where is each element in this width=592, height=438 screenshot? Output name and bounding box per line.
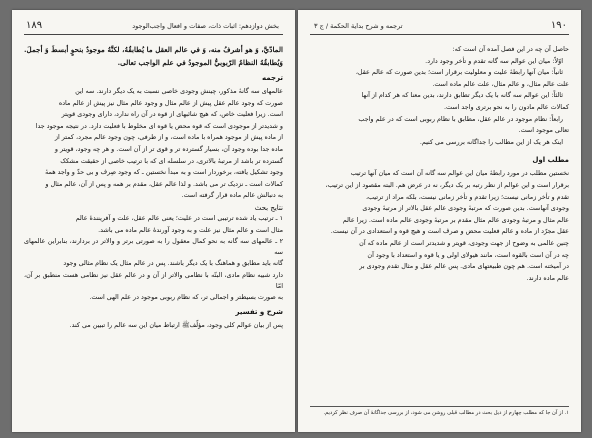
section-heading: شرح و تفسیر (235, 307, 283, 316)
text-line: صورت که وجود عالم عقل پیش از عالم مثال و وجود عالم مثال نیز پیش از عالم ماده (58, 98, 283, 107)
text-line: تقدم و تأخر زمانی نیست؛ زیرا تقدم و تأخر زمانی نیست، بلکه مراد از ترتیب، (365, 192, 569, 201)
section-text (310, 168, 569, 283)
text-line: و شدیدتر از موجودی است که قوه محض یا قوه ای مخلوط با فعلیت دارد. در نتیجه موجود جدا (35, 121, 283, 130)
text-line: ۱ ـ ترتیب یاد شده ترتیبی است در علیت؛ یعنی عالم عقل، علت و آفرینندهٔ عالم (75, 213, 283, 222)
text-line: گانه باید مطابق و هماهنگ با یک دیگر باشند. پس در عالم مثال یک نظام مثالی وجود (63, 259, 283, 268)
text-line: ۲ ـ عالمهای سه گانه به نحو کمال معقول را به صورتی برتر و والاتر در بردارند، بنابراین عالمهای سه (24, 237, 283, 256)
text-line: ماده جدا بوده وجود آن، بسیار گسترده تر و قوی تر از آن است. و هر چه وجود، قویتر و (54, 144, 283, 153)
page-header (310, 22, 569, 35)
text-line: دارد شبیه نظام مادی، البتّه با نظامی والاتر از آن و در عالم عقل نیز نظامی هست منطبق بر آن، امّا (24, 270, 283, 290)
footnote: ۱. از آن جا که مطلب چهارم از ذیل بحث در مطالب قبلی روشن می شود، از بررسی جداگانهٔ آن صرف نظر کردیم. (323, 410, 569, 416)
text-line: ثانیاً: میان آنها رابطهٔ علیت و معلولیت برقرار است؛ بدین صورت که عالم عقل، (355, 68, 563, 77)
text-line: کمالات عالم مادون را به نحو برتری واجد است. (443, 102, 569, 111)
result-text (24, 213, 283, 303)
text-line: به دنبالش عالم ماده قرار گرفته است. (181, 191, 283, 200)
text-line: چنین عالمی به وضوح از جهت وجودی، قویتر و شدیدتر است از عالم ماده که آن (359, 238, 569, 247)
text-line: مثال است و عالم مثال نیز علت و به وجود آورندهٔ عالم ماده می باشد. (98, 225, 283, 234)
text-line: عالمهای سه گانهٔ مذکور، چینش وجودی خاصی نسبت به یک دیگر دارند. سه این (75, 87, 283, 95)
text-line: اینک هر یک از این مطالب را جداگانه بررسی می کنیم. (419, 137, 563, 146)
text-line: اوّلاً: میان این عوالم سه گانه تقدم و تأخر وجود دارد. (425, 56, 563, 65)
text-line: چه در آن است بالقوه است، مانند هیولای اولی و یا قوه و استعداد با وجود آن (367, 250, 569, 259)
page-body (310, 44, 569, 284)
text-line: علت عالم مثال، و عالم مثال، علت عالم ماده است. (432, 79, 569, 88)
arabic-quote: المادّيَّ، وَ هو أشرفُ منه، وَ في عالم العقل ما يُطابقُهُ، لكنَّهُ موجودٌ بنحوٍ أبسطَ وَ أجملَ. وَيُطابقُهُ النظامُ الرّبوبيُّ الموجودُ في علم الواجب تعالى. (24, 45, 283, 67)
page-number: ۱۸۹ (26, 20, 43, 31)
text-line: وجود تشکیل یافته، برخوردار است و به مبدأ نخستین ـ که وجود صِرف و بی حدّ و واجد همهٔ (45, 168, 283, 177)
text-line: به صورت بسیطتر و اجمالی تر، که نظام ربوبی موجود در علم الهی است. (89, 293, 283, 302)
text-line: از ماده پیش از موجود همراه با ماده است، و از طرفی، چون وجود عالم مجرد، کمتر از (54, 133, 283, 142)
text-line: کمالات است ـ نزدیک تر می باشد. و لذا عالم عقل، مقدم بر همه و پس از آن، عالم مثال و (45, 179, 283, 188)
text-line: گسترده تر باشد از مرتبهٔ بالاتری، در سلسله ای که با ترتیب خاصی از حقیقت مشکک (60, 156, 283, 165)
right-page (298, 10, 581, 432)
text-line: عالم ماده دارند. (526, 273, 569, 282)
page-header (24, 22, 283, 35)
translation-text (24, 86, 283, 201)
page-number: ۱۹۰ (550, 20, 567, 31)
result-heading: نتایج بحث (254, 203, 283, 212)
text-line: حاصل آن چه در این فصل آمده آن است که: (452, 45, 569, 53)
text-line: نخستین مطلب در مورد رابطهٔ میان این عوالم سه گانه آن است که میان آنها ترتیب (350, 169, 569, 178)
translation-heading: ترجمه (262, 74, 283, 82)
intro-text (310, 44, 569, 147)
running-title: ترجمه و شرح بدایة الحكمة / ج ۳ (314, 22, 403, 30)
text-line: تعالی موجود است. (518, 126, 569, 135)
left-page (12, 10, 295, 432)
text-line: عقل مجرّد از ماده و عالم فعلیت محض و صرف است و هیچ قوه و استعدادی در آن نیست. (330, 227, 569, 236)
text-line: ثالثاً: این عوالم سه گانه با یک دیگر تطابق دارند، بدین معنا که هر کدام از آنها (361, 91, 563, 100)
footnote-separator (310, 406, 569, 407)
running-title: بخش دوازدهم: اثبات ذات، صفات و افعال واجب‌الوجود (132, 22, 279, 30)
text-line: در آمیخته است. هم چون طبیعتهای مادی. پس عالم عقل و مثال تقدم وجودی بر (359, 262, 569, 271)
text-line: عالم مثال و مرتبهٔ وجودی عالم مثال مقدم بر مرتبهٔ وجودی عالم ماده است. زیرا عالم (342, 215, 569, 224)
page-body (24, 44, 283, 331)
text-line: رابعاً: نظام موجود در عالم عقل، مطابق با نظام ربوبی است که در علم واجب (358, 114, 563, 123)
text-line: برقرار است و این عوالم از نظر رتبه بر یک دیگر، نه در عرض هم. البته مقصود از این ترتیب، (325, 180, 569, 189)
section-heading: مطلب اول (532, 156, 569, 165)
text-line: است. زیرا فعلیت خاص، که هیچ شائبهای از قوه در آن راه ندارد، دارای وجودی قویتر (61, 110, 283, 119)
text-line: وجودی آنهاست. بدین صورت که مرتبهٔ وجودی عالم عقل بالاتر از مرتبهٔ وجودی (362, 204, 569, 213)
text-line: پس از بیان عوالم کلی وجود، مؤلّف‌ﷺ ارتباط میان این سه عالم را تبیین می کند. (69, 320, 283, 329)
